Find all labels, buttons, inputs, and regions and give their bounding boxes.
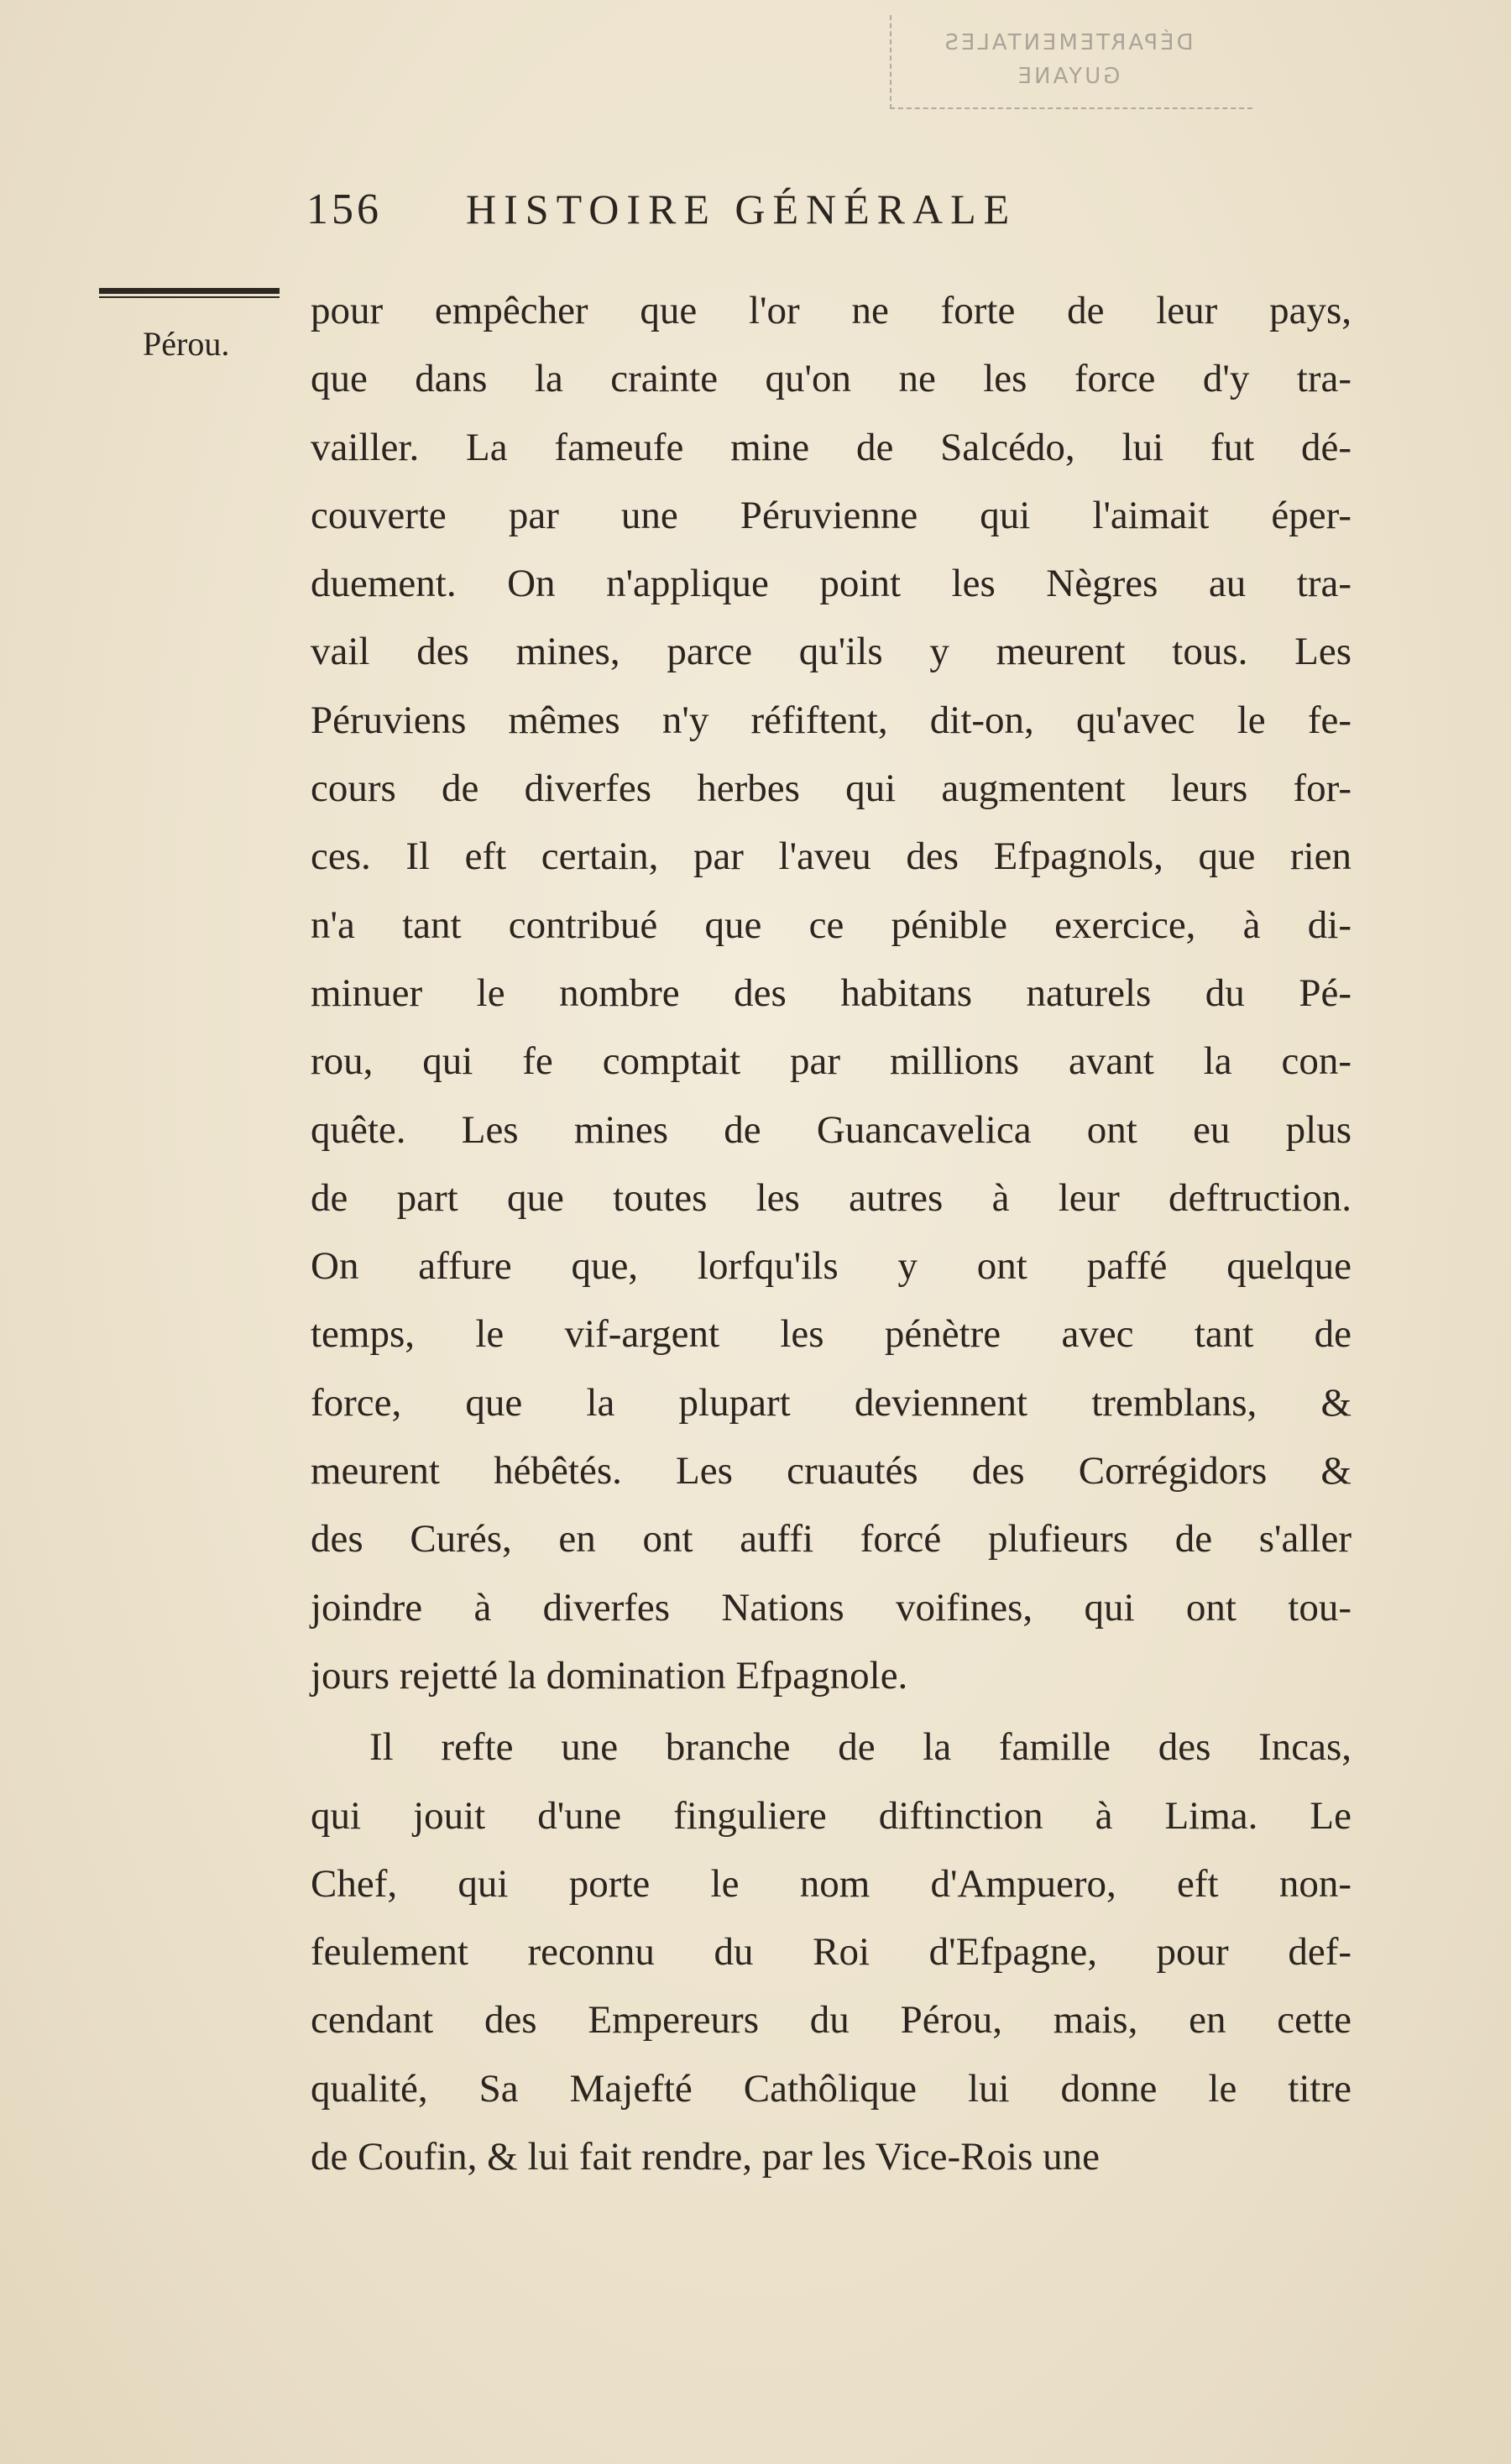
text-line: force, que la plupart deviennent tremblans, & bbox=[311, 1380, 1352, 1425]
stamp-text-line1: DÉPARTEMENTALES bbox=[942, 30, 1194, 55]
text-line: Il refte une branche de la famille des Incas, bbox=[369, 1725, 1352, 1770]
text-line: jours rejetté la domination Efpagnole. bbox=[311, 1653, 908, 1698]
text-line: cours de diverfes herbes qui augmentent leurs for- bbox=[311, 766, 1352, 811]
text-line: que dans la crainte qu'on ne les force d'y tra- bbox=[311, 357, 1352, 401]
text-line: Péruviens mêmes n'y réfiftent, dit-on, qu'avec le fe- bbox=[311, 698, 1352, 742]
margin-rule-thin bbox=[99, 296, 280, 298]
margin-rule bbox=[99, 288, 280, 300]
running-head bbox=[306, 185, 1314, 243]
archive-stamp bbox=[890, 15, 1252, 109]
stamp-text-line2: GUYANE bbox=[1015, 64, 1121, 89]
page-number: 156 bbox=[306, 186, 382, 233]
paragraph-2 bbox=[311, 1713, 1352, 2191]
text-line: joindre à diverfes Nations voifines, qui ont tou- bbox=[311, 1585, 1352, 1630]
text-line: On affure que, lorfqu'ils y ont paffé quelque bbox=[311, 1244, 1352, 1289]
text-line: n'a tant contribué que ce pénible exercice, à di- bbox=[311, 902, 1352, 947]
marginal-note: Pérou. bbox=[143, 325, 230, 363]
text-line: couverte par une Péruvienne qui l'aimait éper- bbox=[311, 493, 1352, 537]
text-line: temps, le vif-argent les pénètre avec tant de bbox=[311, 1312, 1352, 1357]
text-line: Chef, qui porte le nom d'Ampuero, eft non- bbox=[311, 1861, 1352, 1906]
text-line: rou, qui fe comptait par millions avant la con- bbox=[311, 1039, 1352, 1084]
text-line: vail des mines, parce qu'ils y meurent tous. Les bbox=[311, 630, 1352, 674]
text-line: quête. Les mines de Guancavelica ont eu plus bbox=[311, 1107, 1352, 1152]
text-line: meurent hébêtés. Les cruautés des Corrégidors & bbox=[311, 1449, 1352, 1494]
text-line: qualité, Sa Majefté Cathôlique lui donne le titre bbox=[311, 2066, 1352, 2111]
margin-rule-thick bbox=[99, 288, 280, 294]
text-line: qui jouit d'une finguliere diftinction à Lima. Le bbox=[311, 1793, 1352, 1838]
text-line: ces. Il eft certain, par l'aveu des Efpagnols, que rien bbox=[311, 834, 1352, 879]
text-line: cendant des Empereurs du Pérou, mais, en cette bbox=[311, 1998, 1352, 2043]
text-line: pour empêcher que l'or ne forte de leur pays, bbox=[311, 289, 1352, 332]
text-line: de Coufin, & lui fait rendre, par les Vice-Rois une bbox=[311, 2135, 1100, 2179]
text-line: duement. On n'applique point les Nègres au tra- bbox=[311, 562, 1352, 606]
text-line: vailler. La fameufe mine de Salcédo, lui fut dé- bbox=[311, 425, 1352, 469]
text-line: de part que toutes les autres à leur deftruction. bbox=[311, 1175, 1352, 1220]
paragraph-1 bbox=[311, 277, 1352, 1710]
running-title: HISTOIRE GÉNÉRALE bbox=[466, 186, 1017, 233]
body-text bbox=[311, 277, 1352, 2191]
text-line: feulement reconnu du Roi d'Efpagne, pour def- bbox=[311, 1930, 1352, 1975]
text-line: minuer le nombre des habitans naturels du Pé- bbox=[311, 970, 1352, 1015]
text-line: des Curés, en ont auffi forcé plufieurs de s'aller bbox=[311, 1517, 1352, 1562]
